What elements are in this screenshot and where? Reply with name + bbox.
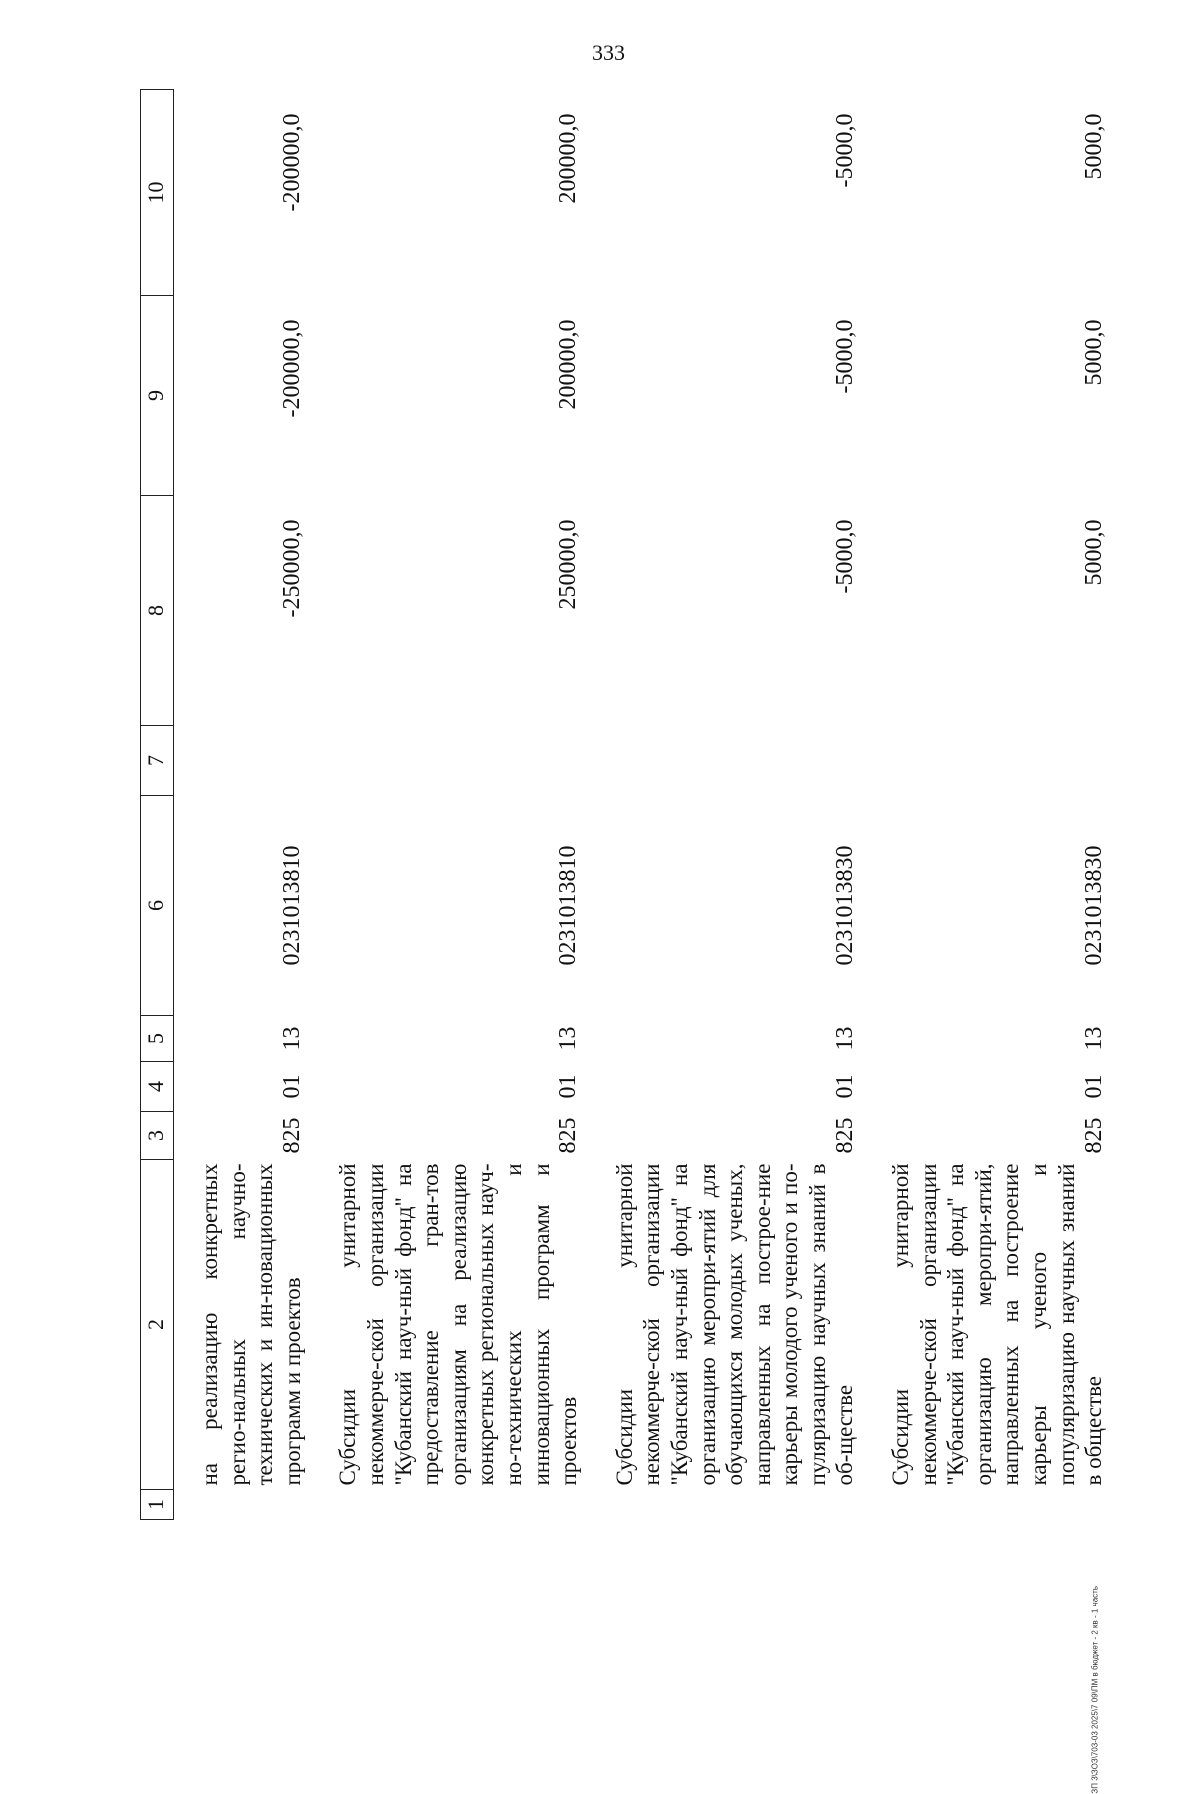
header-col-7: 7 — [141, 726, 174, 796]
row-admin-code: 825 — [1080, 1117, 1107, 1154]
row-expense-type — [174, 726, 313, 796]
row-col-1 — [312, 1490, 588, 1520]
footer-document-code: ЗП 3\ЗОЗ\703-03 2025\7 09\ПМ в бюджет - 2 кв - 1 часть — [1091, 1586, 1100, 1794]
row-subsection: 13 — [555, 1026, 582, 1051]
row-admin-code: 825 — [555, 1117, 582, 1154]
row-admin-code: 825 — [831, 1117, 858, 1154]
row-col-1 — [174, 1490, 313, 1520]
row-target-article: 0231013810 — [279, 845, 306, 966]
row-amount-col-8: -5000,0 — [831, 519, 858, 594]
row-amount-col-8: 250000,0 — [555, 519, 582, 610]
header-row — [141, 90, 174, 1520]
row-amount-col-8: -250000,0 — [279, 519, 306, 618]
header-col-4: 4 — [141, 1062, 174, 1112]
page-number: 333 — [592, 40, 625, 65]
row-amount-col-10: 5000,0 — [1080, 113, 1107, 180]
row-target-article: 0231013830 — [831, 845, 858, 966]
row-admin-code: 825 — [279, 1117, 306, 1154]
row-amount-col-9: -5000,0 — [831, 319, 858, 394]
table-row — [589, 90, 865, 1520]
rotated-document-body — [140, 90, 1140, 1520]
table-body — [174, 90, 1114, 1520]
row-amount-col-9: 200000,0 — [555, 319, 582, 410]
header-col-10: 10 — [141, 90, 174, 296]
row-col-1 — [865, 1490, 1114, 1520]
row-description: Субсидии унитарной некоммерче-ской организации "Кубанский науч-ный фонд" на предоставление гран-тов организациям на реализацию конкретных региональных науч-но-технических и инновационных программ и проектов — [335, 1163, 582, 1486]
row-col-1 — [589, 1490, 865, 1520]
row-section: 01 — [831, 1074, 858, 1099]
row-section: 01 — [279, 1074, 306, 1099]
budget-table — [140, 89, 1114, 1520]
row-target-article: 0231013830 — [1080, 845, 1107, 966]
row-subsection: 13 — [1080, 1026, 1107, 1051]
row-amount-col-9: 5000,0 — [1080, 319, 1107, 386]
row-section: 01 — [555, 1074, 582, 1099]
header-col-5: 5 — [141, 1016, 174, 1062]
row-expense-type — [865, 726, 1114, 796]
row-section: 01 — [1080, 1074, 1107, 1099]
header-col-3: 3 — [141, 1112, 174, 1160]
table-row — [865, 90, 1114, 1520]
row-amount-col-9: -200000,0 — [279, 319, 306, 418]
header-col-9: 9 — [141, 296, 174, 496]
row-amount-col-8: 5000,0 — [1080, 519, 1107, 586]
table-row — [174, 90, 313, 1520]
header-col-2: 2 — [141, 1160, 174, 1490]
table-row — [312, 90, 588, 1520]
row-description: на реализацию конкретных регио-нальных научно-технических и ин-новационных программ и проектов — [197, 1163, 305, 1486]
row-description: Субсидии унитарной некоммерче-ской организации "Кубанский науч-ный фонд" на организацию меропри-ятий, направленных на построение карьеры ученого и популяризацию научных знаний в обществе — [888, 1163, 1107, 1486]
row-expense-type — [589, 726, 865, 796]
header-col-8: 8 — [141, 496, 174, 726]
row-subsection: 13 — [279, 1026, 306, 1051]
header-col-1: 1 — [141, 1490, 174, 1520]
row-amount-col-10: 200000,0 — [555, 113, 582, 204]
row-subsection: 13 — [831, 1026, 858, 1051]
row-amount-col-10: -5000,0 — [831, 113, 858, 188]
row-expense-type — [312, 726, 588, 796]
row-description: Субсидии унитарной некоммерче-ской организации "Кубанский науч-ный фонд" на организацию меропри-ятий для обучающихся молодых ученых, направленных на построе-ние карьеры молодого ученого и по-пуляризацию научных знаний в об-ществе — [611, 1163, 858, 1486]
table-header — [141, 90, 174, 1520]
header-col-6: 6 — [141, 796, 174, 1016]
row-target-article: 0231013810 — [555, 845, 582, 966]
row-amount-col-10: -200000,0 — [279, 113, 306, 212]
